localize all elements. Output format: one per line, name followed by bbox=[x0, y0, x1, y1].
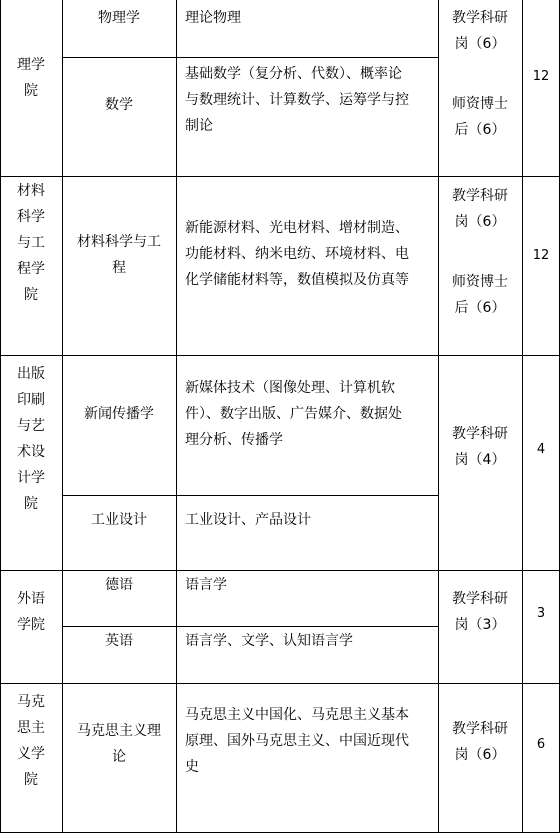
major-cell: 材料科学与工 程 bbox=[77, 234, 161, 276]
direction-cell: 基础数学（复分析、代数）、概率论 与数理统计、计算数学、运筹学与控 制论 bbox=[185, 66, 409, 134]
grid-line bbox=[62, 57, 438, 58]
college-cell: 出版 印刷 与艺 术设 计学 院 bbox=[17, 366, 45, 512]
grid-line bbox=[522, 0, 523, 833]
count-cell: 4 bbox=[536, 442, 546, 457]
grid-line bbox=[0, 355, 560, 356]
position-cell: 教学科研 岗（6） bbox=[452, 721, 508, 763]
major-cell: 马克思主义理 论 bbox=[77, 723, 161, 765]
major-cell: 数学 bbox=[105, 97, 133, 113]
direction-cell: 工业设计、产品设计 bbox=[185, 512, 311, 528]
college-cell: 理学 院 bbox=[17, 57, 45, 99]
direction-cell: 语言学、文学、认知语言学 bbox=[185, 633, 353, 649]
position-cell: 教学科研 岗（3） bbox=[452, 591, 508, 633]
grid-line bbox=[62, 626, 438, 627]
major-cell: 新闻传播学 bbox=[84, 406, 154, 422]
major-cell: 物理学 bbox=[98, 10, 140, 26]
position-cell: 教学科研 岗（4） bbox=[452, 426, 508, 468]
grid-line bbox=[62, 495, 438, 496]
count-cell: 3 bbox=[536, 606, 546, 621]
grid-line bbox=[0, 683, 560, 684]
direction-cell: 语言学 bbox=[185, 577, 227, 593]
major-cell: 英语 bbox=[105, 633, 133, 649]
college-cell: 材料 科学 与工 程学 院 bbox=[17, 183, 45, 303]
grid-line bbox=[0, 176, 560, 177]
count-cell: 12 bbox=[532, 69, 550, 84]
college-cell: 外语 学院 bbox=[17, 591, 45, 633]
count-cell: 6 bbox=[536, 737, 546, 752]
direction-cell: 理论物理 bbox=[185, 10, 241, 26]
direction-cell: 马克思主义中国化、马克思主义基本 原理、国外马克思主义、中国近现代 史 bbox=[185, 707, 409, 775]
position-cell: 教学科研 岗（6） 师资博士 后（6） bbox=[452, 10, 508, 138]
major-cell: 工业设计 bbox=[91, 512, 147, 528]
major-cell: 德语 bbox=[105, 577, 133, 593]
college-cell: 马克 思主 义学 院 bbox=[17, 694, 45, 788]
direction-cell: 新媒体技术（图像处理、计算机软 件）、数字出版、广告媒介、数据处 理分析、传播学 bbox=[185, 380, 402, 448]
count-cell: 12 bbox=[532, 248, 550, 263]
direction-cell: 新能源材料、光电材料、增材制造、 功能材料、纳米电纺、环境材料、电 化学储能材料等，数值模拟及仿真等 bbox=[185, 220, 409, 288]
grid-line bbox=[0, 570, 560, 571]
position-cell: 教学科研 岗（6） 师资博士 后（6） bbox=[452, 188, 508, 316]
